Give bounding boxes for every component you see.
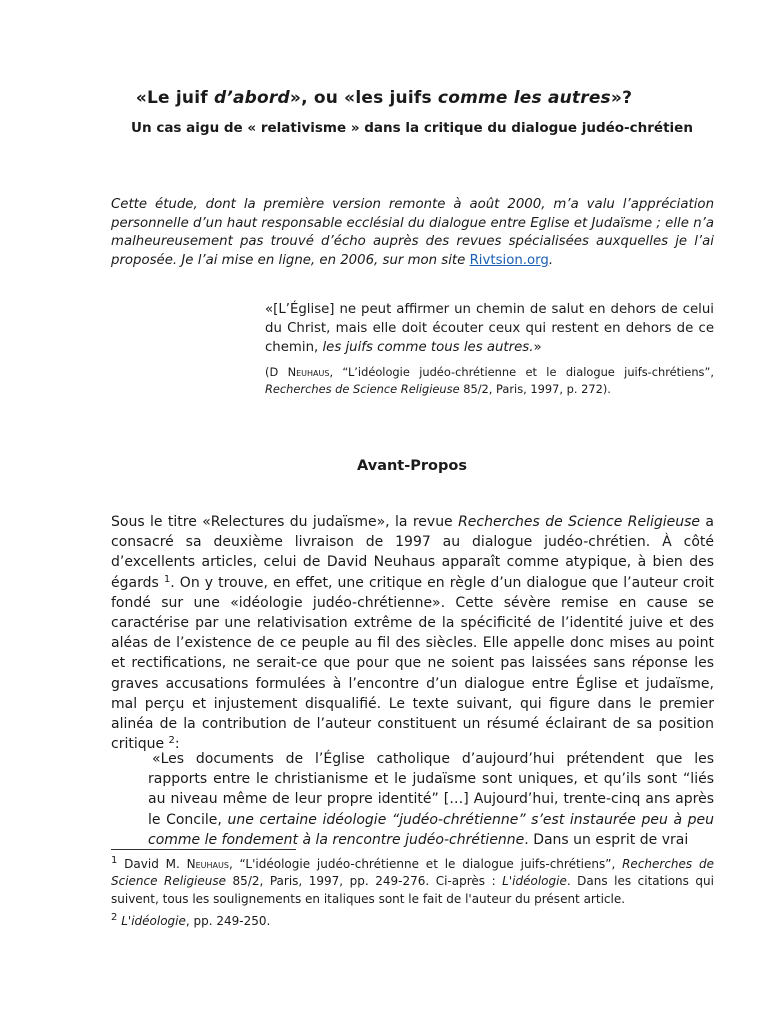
document-subtitle: Un cas aigu de « relativisme » dans la critique du dialogue judéo-chrétien — [131, 120, 693, 136]
section-heading: Avant-Propos — [357, 458, 467, 474]
body-paragraph: Sous le titre «Relectures du judaïsme», la revue Recherches de Science Religieuse a consacré sa deuxième livraison de 1997 au dialogue judéo-chrétien. À côté d’excellents articles, celui de David Neuhaus apparaît comme atypique, à bien des égards $^1$. On y trouve, en effet, une critique en règle d’un dialogue que l’auteur croit fondé sur une «idéologie judéo-chrétienne». Cette sévère remise en cause se caractérise par une relativisation extrême de la spécificité de l’identité juive et des aléas de l’existence de ce peuple au fil des siècles. Elle appelle donc mises au point et rectifications, ne serait-ce que pour que ne soient pas laissées sans réponse les graves accusations formulées à l’encontre d’un dialogue entre Église et judaïsme, mal perçu et injustement disqualifié. Le texte suivant, qui figure dans le premier alinéa de la contribution de l’auteur constituent un résumé éclairant de sa position critique $^2$: — [111, 514, 715, 753]
epigraph-source: (D Neuhaus, “L’idéologie judéo-chrétienne et le dialogue juifs-chrétiens”, Recherches de Science Religieuse 85/2, Paris, 1997, p. 272). — [265, 365, 714, 396]
intro-paragraph: Cette étude, dont la première version remonte à août 2000, m’a valu l’appréciation personnelle d’un haut responsable ecclésial du dialogue entre Eglise et Judaïsme ; elle n’a malheureusement pas trouvé d’écho auprès des revues spécialisées auxquelles je l’ai proposée. Je l’ai mise en ligne, en 2006, sur mon site Rivtsion.org. — [111, 197, 714, 268]
footnote-1: $^1$ David M. Neuhaus, “L'idéologie judéo-chrétienne et le dialogue juifs-chrétiens”, Recherches de Science Religieuse 85/2, Paris, 1997, pp. 249-276. Ci-après : L'idéologie. Dans les citations qui suivent, tous les soulignements en italiques sont le fait de l'auteur du présent article. — [111, 855, 714, 906]
block-quote: «Les documents de l’Église catholique d’aujourd’hui prétendent que les rapports entre le christianisme et le judaïsme sont uniques, et qu’ils sont “liés au niveau même de leur propre identité” […] Aujourd’hui, trente-cinq ans après le Concile, une certaine idéologie “judéo-chrétienne” s’est instaurée peu à peu comme le fondement à la rencontre judéo-chrétienne. Dans un esprit de vrai — [148, 751, 714, 848]
footnote-separator — [111, 849, 296, 850]
footnote-ref-2[interactable]: 2 — [168, 735, 175, 747]
footnote-2: $^2$ L'idéologie, pp. 249-250. — [111, 912, 271, 928]
document-title: «Le juif d’abord», ou «les juifs comme les autres»? — [135, 88, 633, 108]
site-link[interactable]: Rivtsion.org — [469, 252, 549, 268]
footnote-ref-1[interactable]: 1 — [163, 573, 171, 585]
epigraph-quote: «[L’Église] ne peut affirmer un chemin de salut en dehors de celui du Christ, mais elle doit écouter ceux qui restent en dehors de ce chemin, les juifs comme tous les autres.» — [265, 302, 714, 355]
